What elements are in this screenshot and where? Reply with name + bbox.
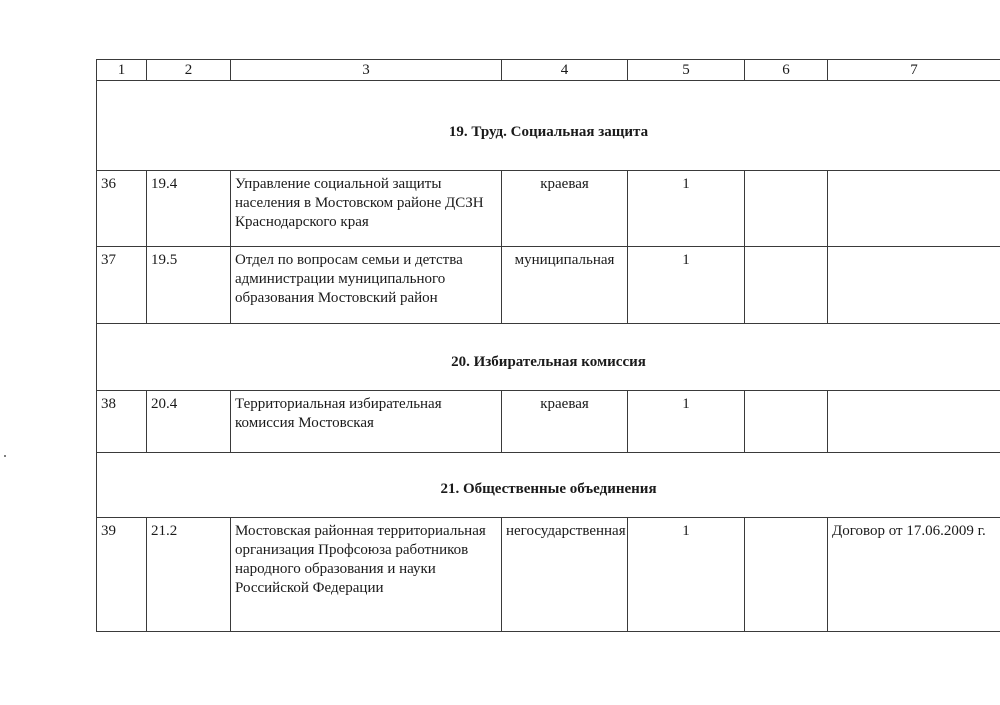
column-number: 5 [628,60,745,81]
section-heading-19: 19. Труд. Социальная защита [97,81,1000,171]
ownership-category: краевая [502,171,628,247]
column-number: 3 [231,60,502,81]
note-cell [828,391,1000,453]
section-row [97,453,1000,518]
row-number: 38 [97,391,147,453]
column-number: 4 [502,60,628,81]
column-number-row [97,60,1000,81]
section-row [97,81,1000,171]
ownership-category: муниципальная [502,247,628,324]
table-row [97,391,1000,453]
note-cell [828,171,1000,247]
section-code: 21.2 [147,518,231,632]
table-row [97,518,1000,632]
col6-cell [745,391,828,453]
quantity: 1 [628,247,745,324]
col6-cell [745,171,828,247]
row-number: 39 [97,518,147,632]
quantity: 1 [628,171,745,247]
organization-name: Управление социальной защиты населения в Мостовском районе ДСЗН Краснодарского края [231,171,502,247]
col6-cell [745,518,828,632]
column-number: 6 [745,60,828,81]
column-number: 7 [828,60,1000,81]
column-number: 1 [97,60,147,81]
archive-table [96,59,1000,632]
col6-cell [745,247,828,324]
table-row [97,247,1000,324]
section-heading-21: 21. Общественные объединения [97,453,1000,518]
organization-name: Территориальная избирательная комиссия Мостовская [231,391,502,453]
ownership-category: краевая [502,391,628,453]
section-code: 19.5 [147,247,231,324]
scan-speck [4,455,6,457]
quantity: 1 [628,518,745,632]
column-number: 2 [147,60,231,81]
quantity: 1 [628,391,745,453]
organization-name: Мостовская районная территориальная организация Профсоюза работников народного образования и науки Российской Федерации [231,518,502,632]
table-row [97,171,1000,247]
ownership-category: негосударственная [502,518,628,632]
organization-name: Отдел по вопросам семьи и детства администрации муниципального образования Мостовский район [231,247,502,324]
row-number: 37 [97,247,147,324]
section-heading-20: 20. Избирательная комиссия [97,324,1000,391]
note-cell: Договор от 17.06.2009 г. [828,518,1000,632]
section-row [97,324,1000,391]
note-cell [828,247,1000,324]
section-code: 20.4 [147,391,231,453]
section-code: 19.4 [147,171,231,247]
row-number: 36 [97,171,147,247]
